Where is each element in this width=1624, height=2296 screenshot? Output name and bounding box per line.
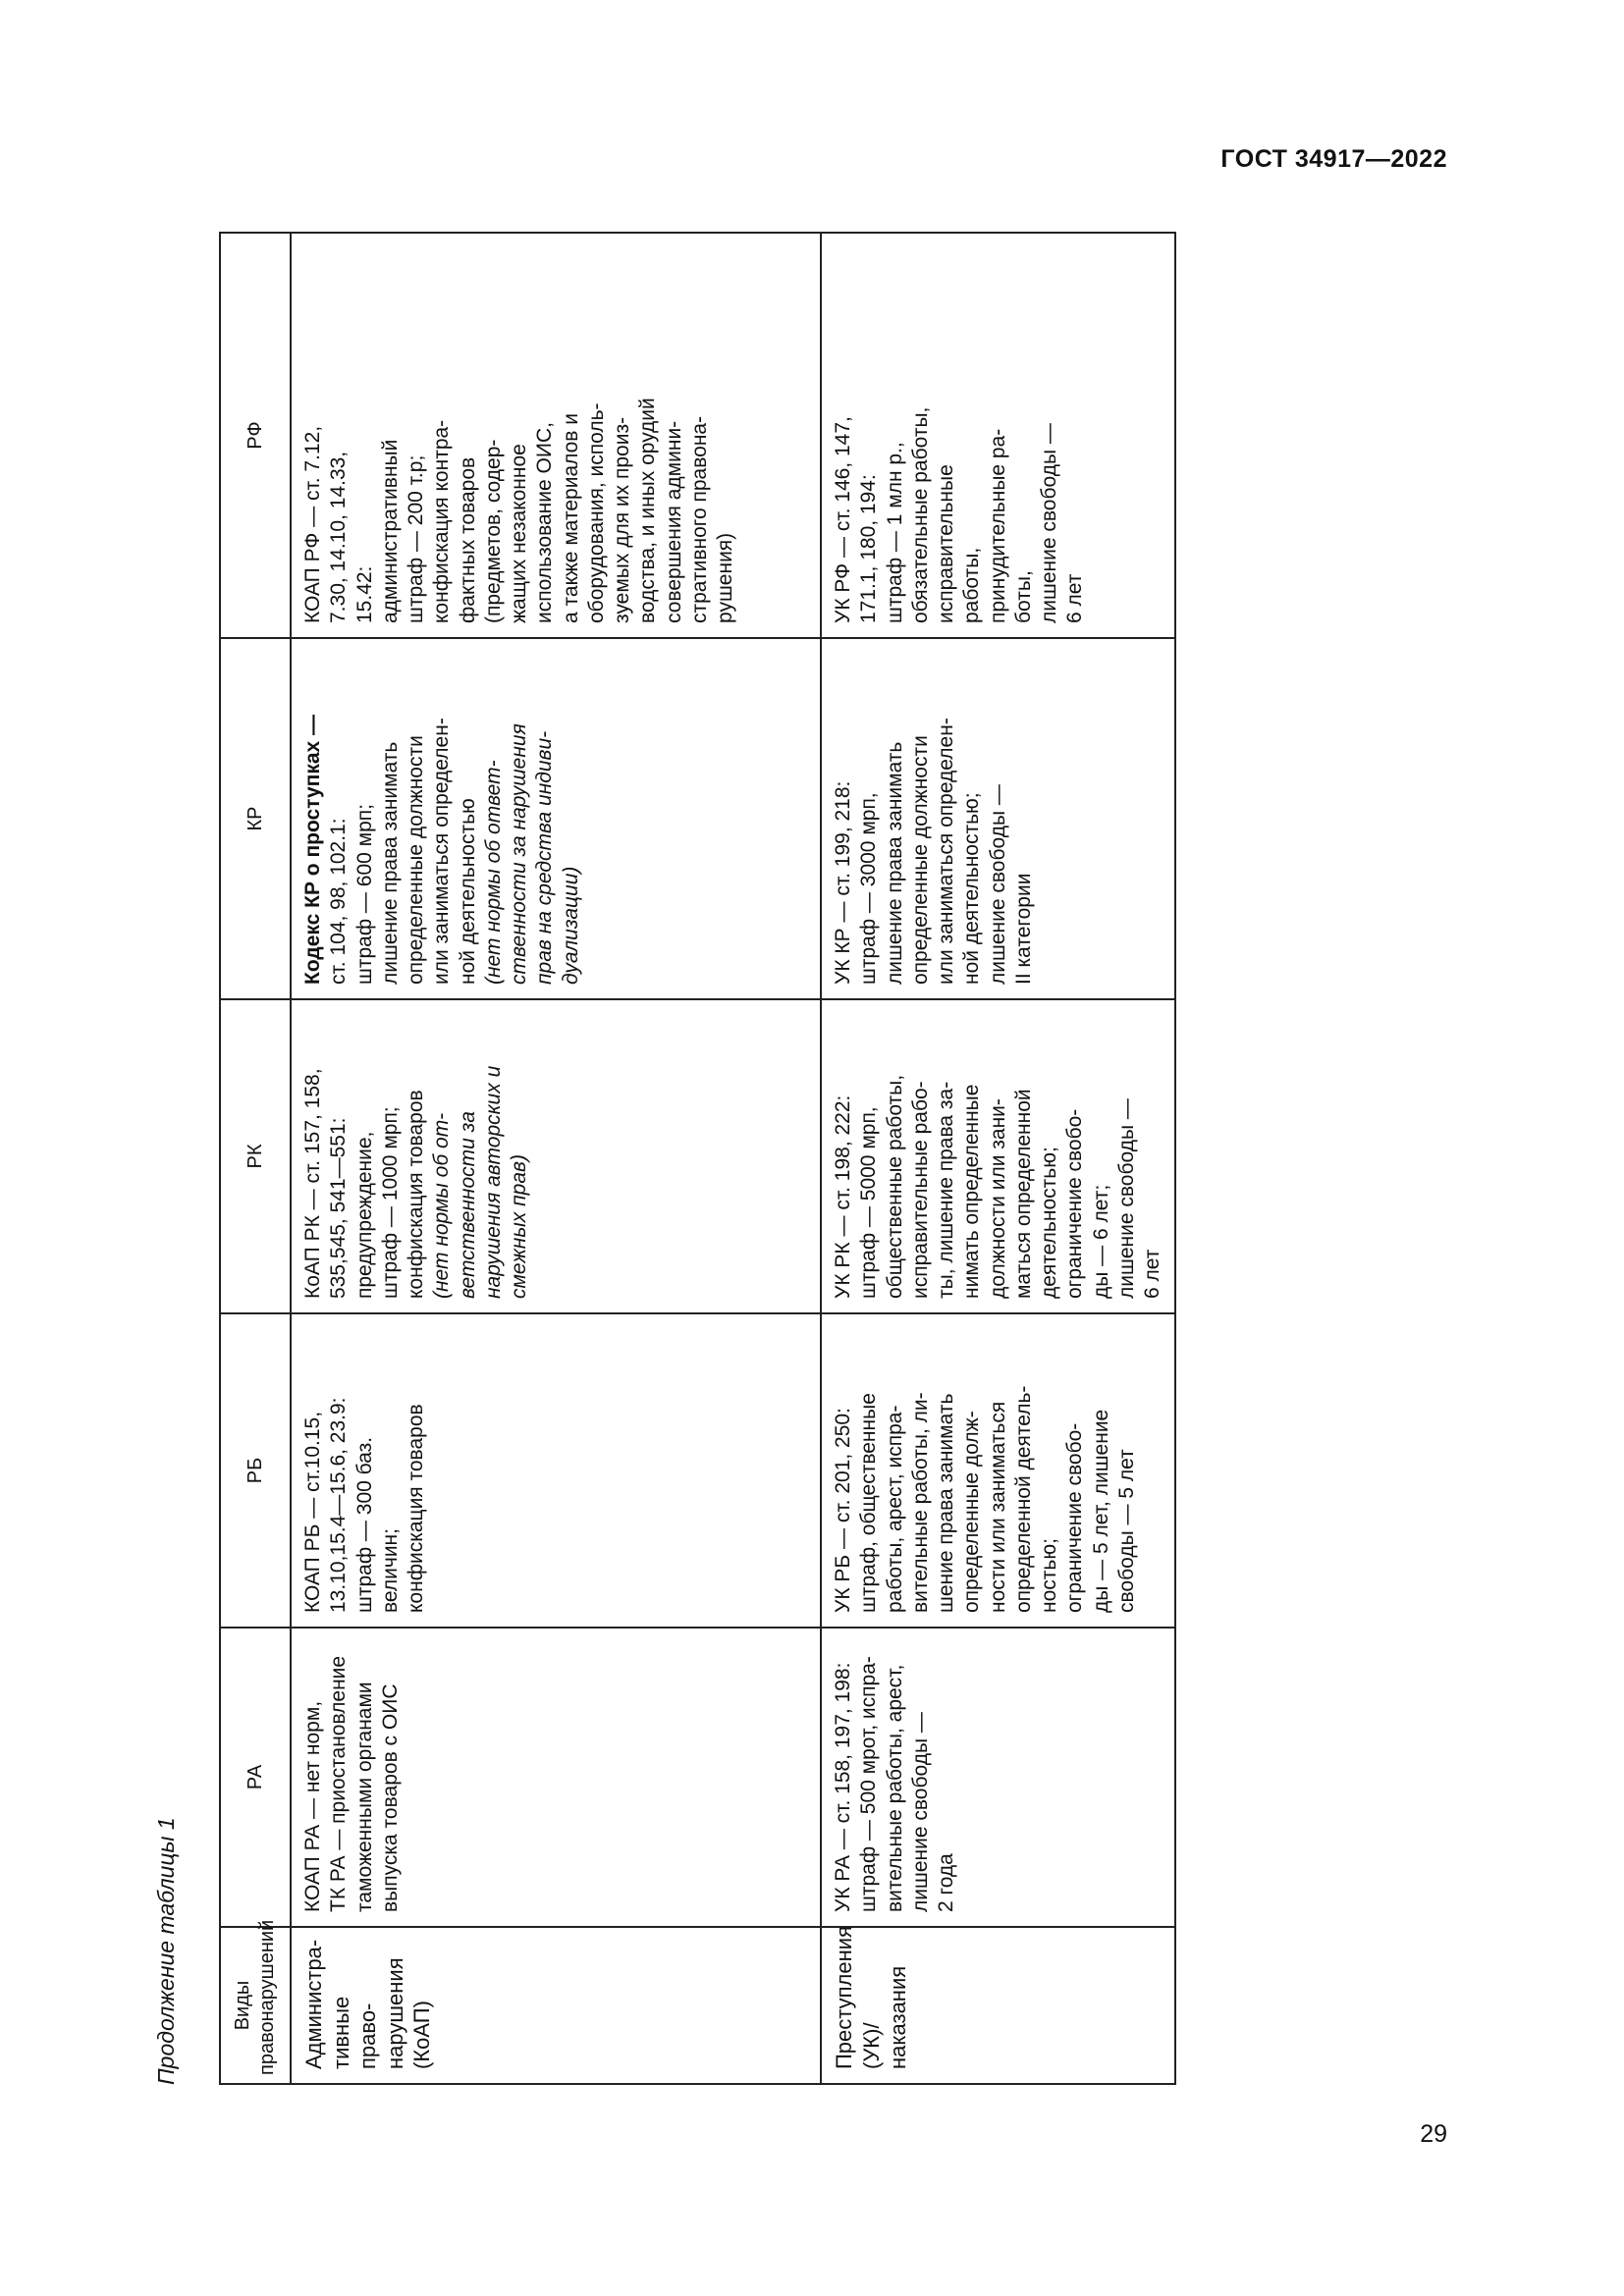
cell-line: 15.42: bbox=[352, 565, 376, 623]
cell-note-line: (нет нормы об ответ- bbox=[481, 760, 505, 985]
cell-line: рушения) bbox=[714, 532, 736, 623]
cell-note-line: ветственности за bbox=[456, 1111, 479, 1299]
cell-line: лишение свободы — bbox=[1114, 1098, 1138, 1299]
cell-admin-kr bbox=[291, 638, 821, 999]
cell-line: 6 лет bbox=[1141, 1249, 1164, 1299]
cell-note-line: прав на средства индиви- bbox=[533, 730, 557, 985]
cell-line: боты, bbox=[1011, 570, 1035, 623]
cell-admin-rb bbox=[291, 1313, 821, 1628]
cell-line: предупреждение, bbox=[352, 1131, 376, 1299]
document-code: ГОСТ 34917—2022 bbox=[1220, 145, 1447, 173]
cell-line: 6 лет bbox=[1063, 573, 1087, 623]
cell-line: штраф, общественные bbox=[857, 1393, 881, 1613]
cell-line: принудительные ра- bbox=[986, 428, 1009, 623]
cell-line: штраф — 200 т.р; bbox=[405, 454, 427, 623]
column-header-rf: РФ bbox=[220, 233, 291, 638]
cell-line: определенной деятель- bbox=[1011, 1385, 1035, 1613]
cell-line: штраф — 1000 мрп; bbox=[378, 1106, 402, 1299]
page-number: 29 bbox=[1420, 2120, 1447, 2148]
table-continuation-label: Продолжение таблицы 1 bbox=[153, 1817, 179, 2085]
cell-line: ограничение свобо- bbox=[1063, 1108, 1087, 1299]
cell-line: маться определенной bbox=[1011, 1089, 1035, 1299]
cell-line: или заниматься определен- bbox=[430, 718, 454, 985]
cell-line: фактных товаров bbox=[456, 456, 479, 623]
cell-line: ды — 5 лет, лишение bbox=[1089, 1409, 1112, 1613]
column-header-rk: РК bbox=[220, 999, 291, 1313]
table-header-row bbox=[220, 233, 291, 2084]
cell-line: работы, bbox=[960, 547, 984, 623]
cell-line: свободы — 5 лет bbox=[1114, 1449, 1138, 1613]
cell-line: должности или зани- bbox=[986, 1098, 1009, 1299]
cell-line: жащих незаконное bbox=[508, 444, 530, 623]
cell-line: штраф — 3000 мрп, bbox=[857, 792, 881, 985]
cell-line: штраф — 300 баз. bbox=[352, 1436, 376, 1613]
cell-line: 171.1, 180, 194: bbox=[857, 474, 881, 623]
cell-line: лишение права занимать bbox=[378, 741, 402, 985]
cell-line: выпуска товаров с ОИС bbox=[378, 1683, 402, 1912]
cell-line: лишение свободы — bbox=[986, 784, 1009, 985]
cell-line: оборудования, исполь- bbox=[584, 402, 608, 623]
cell-admin-ra bbox=[291, 1628, 821, 1927]
cell-line: лишение свободы — bbox=[1038, 423, 1060, 623]
cell-line: УК РА — ст. 158, 197, 198: bbox=[832, 1662, 854, 1912]
cell-line: конфискация контра- bbox=[430, 419, 454, 623]
cell-line: зуемых для их произ- bbox=[611, 416, 633, 623]
cell-line: нимать определенные bbox=[960, 1084, 984, 1299]
cell-line: совершения админи- bbox=[662, 420, 685, 623]
cell-line: а также материалов и bbox=[559, 412, 582, 623]
cell-line: работы, арест, испра- bbox=[883, 1405, 906, 1613]
cell-line: ной деятельностью bbox=[456, 798, 479, 985]
cell-admin-rk bbox=[291, 999, 821, 1313]
table-row-administrative bbox=[291, 233, 821, 2084]
cell-note-line: нарушения авторских и bbox=[481, 1065, 505, 1299]
cell-line: 13.10,15.4—15.6, 23.9: bbox=[327, 1397, 351, 1613]
cell-line: таможенными органами bbox=[352, 1682, 376, 1912]
cell-line: использование ОИС, bbox=[533, 422, 557, 623]
cell-line: КОАП РФ — ст. 7.12, bbox=[301, 425, 324, 623]
cell-admin-rf bbox=[291, 233, 821, 638]
cell-line: вительные работы, арест, bbox=[883, 1664, 906, 1912]
cell-line: штраф — 5000 мрп, bbox=[857, 1106, 881, 1299]
cell-line: вительные работы, ли- bbox=[908, 1392, 932, 1613]
cell-line: КоАП РК — ст. 157, 158, bbox=[301, 1068, 324, 1299]
cell-line: УК РК — ст. 198, 222: bbox=[832, 1095, 854, 1299]
cell-line: административный bbox=[378, 439, 402, 623]
cell-line: 2 года bbox=[935, 1853, 957, 1912]
cell-line: II категории bbox=[1011, 873, 1035, 985]
column-header-kr: КР bbox=[220, 638, 291, 999]
cell-line: деятельностью; bbox=[1038, 1147, 1060, 1299]
cell-line: шение права занимать bbox=[935, 1393, 957, 1613]
cell-line: исправительные рабо- bbox=[908, 1081, 932, 1299]
rotated-content bbox=[155, 234, 1166, 2085]
cell-line: определенные должности bbox=[405, 735, 427, 985]
cell-line: исправительные bbox=[935, 464, 957, 623]
cell-crime-rk bbox=[821, 999, 1175, 1313]
cell-line: стративного правона- bbox=[687, 415, 711, 623]
cell-line: конфискация товаров bbox=[405, 1090, 427, 1299]
row-kind-administrative: Администра- тивные право- нарушения (КоАП) bbox=[291, 1927, 821, 2084]
column-header-kind: Виды правонарушений bbox=[220, 1927, 291, 2084]
cell-line: определенные долж- bbox=[960, 1411, 984, 1613]
cell-note-line: смежных прав) bbox=[508, 1154, 530, 1299]
cell-line: водства, и иных орудий bbox=[636, 398, 660, 623]
cell-line: ограничение свобо- bbox=[1063, 1422, 1087, 1613]
cell-line: лишение права занимать bbox=[883, 741, 906, 985]
cell-crime-kr bbox=[821, 638, 1175, 999]
cell-line: ТК РА — приостановление bbox=[327, 1655, 351, 1912]
cell-note-line: дуализации) bbox=[559, 866, 582, 985]
cell-line: конфискация товаров bbox=[405, 1404, 427, 1613]
offenses-table bbox=[219, 232, 1176, 2085]
cell-line: (предметов, содер- bbox=[481, 439, 505, 623]
cell-bold-line: Кодекс КР о проступках — bbox=[301, 714, 324, 985]
cell-line: штраф — 500 мрот, испра- bbox=[857, 1656, 881, 1912]
cell-line: УК РФ — ст. 146, 147, bbox=[832, 416, 854, 623]
cell-crime-rb bbox=[821, 1313, 1175, 1628]
cell-line: ности или заниматься bbox=[986, 1401, 1009, 1613]
cell-line: ст. 104, 98, 102.1: bbox=[327, 818, 351, 985]
cell-line: ной деятельностью; bbox=[960, 792, 984, 985]
cell-line: штраф — 1 млн р., bbox=[883, 442, 906, 623]
cell-line: УК РБ — ст. 201, 250: bbox=[832, 1408, 854, 1613]
cell-line: 7.30, 14.10, 14.33, bbox=[327, 451, 351, 623]
cell-note-line: (нет нормы об от- bbox=[430, 1112, 454, 1299]
cell-line: штраф — 600 мрп; bbox=[352, 804, 376, 985]
cell-line: ты, лишение права за- bbox=[935, 1081, 957, 1299]
rotated-table-area bbox=[155, 234, 1166, 2085]
cell-line: КОАП РБ — ст.10.15, bbox=[301, 1411, 324, 1613]
cell-line: определенные должности bbox=[908, 735, 932, 985]
cell-crime-rf bbox=[821, 233, 1175, 638]
cell-line: 535,545, 541—551: bbox=[327, 1117, 351, 1299]
cell-line: лишение свободы — bbox=[908, 1712, 932, 1912]
column-header-ra: РА bbox=[220, 1628, 291, 1927]
cell-line: ды — 6 лет; bbox=[1089, 1184, 1112, 1299]
cell-line: КОАП РА — нет норм, bbox=[301, 1700, 324, 1912]
cell-line: ностью; bbox=[1038, 1538, 1060, 1613]
cell-line: величин; bbox=[378, 1528, 402, 1613]
row-kind-crimes: Преступления (УК)/наказания bbox=[821, 1927, 1175, 2084]
cell-line: или заниматься определен- bbox=[935, 718, 957, 985]
cell-note-line: ственности за нарушения bbox=[508, 723, 530, 985]
cell-line: УК КР — ст. 199, 218: bbox=[832, 780, 854, 985]
table-row-crimes bbox=[821, 233, 1175, 2084]
cell-line: общественные работы, bbox=[883, 1074, 906, 1299]
cell-line: обязательные работы, bbox=[908, 406, 932, 623]
column-header-rb: РБ bbox=[220, 1313, 291, 1628]
cell-crime-ra bbox=[821, 1628, 1175, 1927]
